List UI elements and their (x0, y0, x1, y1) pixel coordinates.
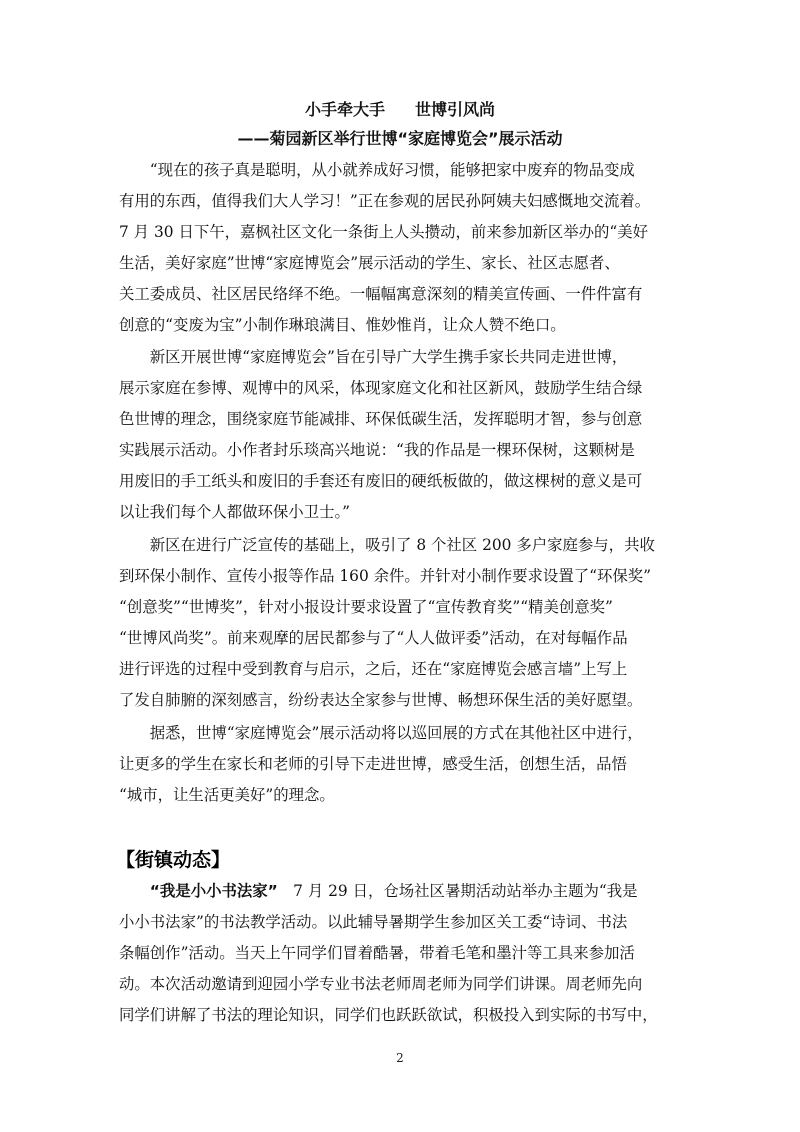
section-paragraph (119, 876, 682, 1031)
page-number: 2 (396, 1051, 404, 1065)
text-line (119, 876, 682, 907)
section-lead: “我是小小书法家” (149, 882, 278, 900)
section-heading: 【街镇动态】 (116, 849, 231, 871)
text-line: “现在的孩子真是聪明，从小就养成好习惯，能够把家中废弃的物品变成 (119, 161, 635, 179)
text-line: 动。本次活动邀请到迎园小学专业书法老师周老师为同学们讲课。周老师先向 (119, 975, 643, 993)
text-line: 到环保小制作、宣传小报等作品 160 余件。并针对小制作要求设置了“环保奖” (119, 567, 652, 585)
title-part-2: 世博引风尚 (415, 100, 496, 119)
text-line: 同学们讲解了书法的理论知识，同学们也跃跃欲试，积极投入到实际的书写中， (119, 1006, 658, 1024)
paragraph-4 (119, 718, 682, 811)
paragraph-3 (119, 530, 682, 716)
text-line: 新区开展世博“家庭博览会”旨在引导广大学生携手家长共同走进世博， (119, 348, 628, 366)
title-part-1: 小手牵大手 (304, 100, 385, 119)
text-line: 以让我们每个人都做环保小卫士。” (119, 503, 351, 521)
text-line: 展示家庭在参博、观博中的风采，体现家庭文化和社区新风，鼓励学生结合绿 (119, 379, 643, 397)
text-line: 新区在进行广泛宣传的基础上，吸引了 8 个社区 200 多户家庭参与，共收 (119, 536, 655, 554)
text-line: 实践展示活动。小作者封乐琰高兴地说：“我的作品是一棵环保树，这颗树是 (119, 441, 635, 459)
section-first-line-rest: 7 月 29 日，仓场社区暑期活动站举办主题为“我是 (277, 882, 638, 900)
text-line: 创意的“变废为宝”小制作琳琅满目、惟妙惟肖，让众人赞不绝口。 (119, 316, 566, 334)
text-line: 据悉，世博“家庭博览会”展示活动将以巡回展的方式在其他社区中进行， (119, 724, 643, 742)
text-line: 7 月 30 日下午，嘉枫社区文化一条街上人头攒动，前来参加新区举办的“美好 (119, 223, 649, 241)
paragraph-1 (119, 155, 682, 341)
text-line: 了发自肺腑的深刻感言，纷纷表达全家参与世博、畅想环保生活的美好愿望。 (119, 691, 643, 709)
text-line: 生活，美好家庭”世博“家庭博览会”展示活动的学生、家长、社区志愿者、 (119, 254, 620, 272)
text-line: 小小书法家”的书法教学活动。以此辅导暑期学生参加区关工委“诗词、书法 (119, 913, 628, 931)
text-line: “创意奖”“世博奖”，针对小报设计要求设置了“宣传教育奖”“精美创意奖” (119, 598, 613, 616)
text-line: 进行评选的过程中受到教育与启示，之后，还在“家庭博览会感言墙”上写上 (119, 660, 628, 678)
text-line: 让更多的学生在家长和老师的引导下走进世博，感受生活，创想生活，品悟 (119, 755, 627, 773)
article-title (120, 97, 680, 120)
text-line: 有用的东西，值得我们大人学习！”正在参观的居民孙阿姨夫妇感慨地交流着。 (119, 192, 651, 210)
text-line: 用废旧的手工纸头和废旧的手套还有废旧的硬纸板做的，做这棵树的意义是可 (119, 472, 643, 490)
text-line: “城市，让生活更美好”的理念。 (119, 786, 335, 804)
text-line: 色世博的理念，围绕家庭节能减排、环保低碳生活，发挥聪明才智，参与创意 (119, 410, 643, 428)
paragraph-2 (119, 342, 682, 528)
text-line: “世博风尚奖”。前来观摩的居民都参与了“人人做评委”活动，在对每幅作品 (119, 629, 628, 647)
text-line: 关工委成员、社区居民络绎不绝。一幅幅寓意深刻的精美宣传画、一件件富有 (119, 285, 643, 303)
text-line: 条幅创作”活动。当天上午同学们冒着酷暑，带着毛笔和墨汁等工具来参加活 (119, 944, 635, 962)
article-subtitle: ——菊园新区举行世博“家庭博览会”展示活动 (237, 129, 563, 148)
